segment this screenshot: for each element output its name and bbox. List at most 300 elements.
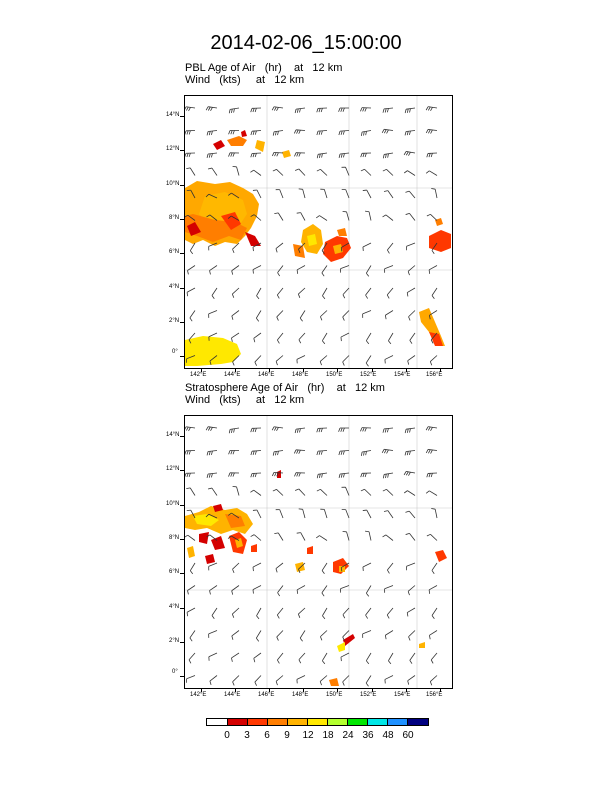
wind-barb-flag: [317, 489, 321, 491]
wind-barb: [297, 356, 305, 360]
lat-tick-mark: [180, 185, 184, 186]
wind-barb-flag: [322, 571, 324, 574]
wind-barb-flag: [212, 295, 214, 298]
colorbar-label: 6: [264, 730, 270, 741]
wind-barb-flag: [319, 131, 320, 135]
wind-barb: [254, 170, 261, 175]
wind-barb-flag: [273, 169, 277, 171]
lat-tick-mark: [180, 116, 184, 117]
wind-barb-flag: [319, 428, 320, 432]
wind-barb: [408, 586, 415, 592]
wind-barb: [366, 653, 371, 661]
wind-barb-flag: [253, 131, 254, 135]
wind-barb-flag: [229, 109, 230, 113]
wind-barb: [256, 631, 261, 639]
wind-barb: [277, 288, 283, 295]
wind-barb: [190, 243, 195, 251]
lon-tick-154e: 154°E: [394, 692, 411, 698]
wind-barb: [343, 676, 349, 682]
wind-barb: [254, 535, 261, 541]
wind-barb: [409, 631, 415, 637]
wind-barb: [346, 487, 349, 495]
wind-barb: [388, 333, 393, 341]
wind-barb: [324, 189, 327, 198]
field-at: at: [336, 382, 346, 394]
wind-barb-flag: [382, 449, 384, 453]
wind-barb-flag: [231, 131, 232, 135]
wind-barb-flag: [364, 452, 365, 456]
wind-barb-flag: [277, 615, 279, 618]
wind-barb-flag: [426, 449, 428, 453]
wind-barb: [301, 213, 305, 221]
wind-barb-flag: [409, 131, 410, 135]
wind-barb-flag: [255, 131, 256, 135]
wind-barb-flag: [365, 531, 369, 532]
wind-barb-flag: [385, 109, 386, 113]
wind-barb-flag: [187, 510, 191, 511]
wind-barb: [278, 586, 283, 593]
wind-barb-flag: [408, 271, 409, 275]
panel-1-field-title: [185, 62, 342, 74]
wind-barb-flag: [209, 131, 210, 135]
wind-barb-flag: [366, 341, 368, 344]
wind-barb: [430, 214, 437, 220]
wind-barb: [432, 563, 437, 570]
wind-barb-flag: [298, 294, 299, 298]
wind-barb: [187, 608, 195, 612]
wind-barb-flag: [387, 615, 389, 618]
wind-barb: [299, 653, 305, 660]
wind-barb: [363, 563, 371, 567]
age-of-air-shading: [185, 130, 451, 366]
lon-tick-mark: [372, 368, 373, 372]
wind-barb-flag: [431, 450, 433, 454]
wind-barb-flag: [361, 452, 362, 456]
wind-barb-flag: [208, 427, 210, 430]
lat-tick-14n: 14°N: [166, 432, 180, 438]
wind-barb-flag: [343, 428, 344, 432]
wind-barb-flag: [297, 473, 299, 477]
wind-barb-flag: [339, 474, 340, 478]
wind-barb-flag: [339, 154, 340, 158]
wind-barb: [367, 190, 371, 198]
wind-barb-flag: [300, 638, 302, 641]
wind-barb: [322, 266, 327, 273]
wind-barb-flag: [320, 681, 321, 685]
wind-barb: [432, 608, 437, 616]
lat-tick-mark: [180, 573, 184, 574]
wind-barb-flag: [275, 131, 276, 135]
wind-barb: [231, 653, 239, 658]
wind-barb-flag: [256, 296, 259, 299]
wind-barb-flag: [431, 660, 433, 663]
wind-barb-flag: [253, 451, 254, 455]
wind-barb: [190, 168, 195, 176]
wind-barb-flag: [406, 533, 410, 534]
wind-barb-flag: [343, 154, 344, 158]
wind-barb-flag: [409, 637, 411, 641]
wind-barb-flag: [298, 614, 299, 618]
wind-barb: [320, 631, 327, 637]
wind-label: Wind: [185, 74, 211, 86]
wind-barb-flag: [322, 474, 323, 478]
wind-barb-flag: [408, 361, 409, 365]
colorbar-swatch-9: [387, 718, 408, 726]
wind-barb-flag: [255, 451, 256, 455]
colorbar-label: 9: [284, 730, 290, 741]
wind-barb: [188, 535, 195, 540]
wind-barb-flag: [408, 591, 409, 595]
wind-barb-flag: [254, 658, 255, 662]
wind-barb-flag: [322, 661, 324, 664]
wind-barb-flag: [317, 154, 318, 158]
wind-barb-flag: [190, 318, 192, 321]
wind-barb-flag: [343, 295, 345, 299]
wind-barb: [256, 608, 261, 616]
wind-barb-flag: [431, 153, 432, 157]
wind-barb: [322, 608, 327, 616]
wind-barb: [388, 191, 393, 198]
wind-barb: [257, 510, 261, 518]
wind-barb: [209, 653, 217, 657]
page-title: 2014-02-06_15:00:00: [210, 32, 402, 54]
wind-barb-flag: [189, 660, 191, 664]
wind-barb-flag: [231, 338, 232, 342]
lat-tick-mark: [180, 608, 184, 609]
wind-barb: [301, 533, 305, 541]
wind-barb-flag: [231, 429, 232, 433]
colorbar-swatch-2: [247, 718, 268, 726]
wind-barb-flag: [384, 191, 388, 192]
wind-barb-flag: [274, 427, 276, 431]
wind-barb-flag: [294, 153, 296, 157]
wind-barb-flag: [387, 450, 389, 454]
lat-tick-mark: [180, 436, 184, 437]
lon-tick-mark: [337, 368, 338, 372]
wind-barb-flag: [407, 613, 408, 617]
wind-barb-flag: [383, 215, 386, 217]
wind-barb: [256, 288, 261, 296]
lat-tick-mark: [180, 150, 184, 151]
lon-tick-mark: [201, 368, 202, 372]
lon-tick-mark: [440, 368, 441, 372]
wind-barb-flag: [341, 108, 342, 112]
wind-barb-flag: [209, 154, 210, 158]
lon-tick-mark: [372, 688, 373, 692]
wind-at: at: [255, 74, 266, 86]
wind-barb-flag: [426, 107, 428, 110]
wind-barb-flag: [275, 153, 277, 157]
wind-barb: [232, 563, 239, 569]
lat-tick-8n: 8°N: [169, 535, 180, 541]
wind-barb-flag: [299, 473, 301, 477]
wind-barb-flag: [366, 615, 368, 618]
wind-barb: [410, 653, 415, 660]
wind-barb-flag: [426, 427, 428, 430]
wind-barb-flag: [187, 612, 188, 616]
wind-barb-flag: [361, 132, 362, 136]
wind-barb-flag: [277, 295, 279, 298]
wind-barb-flag: [275, 473, 277, 477]
wind-barb-flag: [385, 429, 386, 433]
colorbar-swatch-0: [206, 718, 228, 726]
wind-barb-flag: [341, 154, 342, 158]
wind-barb-flag: [278, 593, 280, 596]
wind-barb-flag: [426, 171, 429, 173]
wind-barb: [320, 311, 327, 317]
wind-barb: [278, 266, 283, 273]
wind-barb-flag: [297, 153, 299, 157]
wind-barb-flag: [300, 318, 302, 321]
wind-barb-flag: [299, 109, 300, 113]
wind-barb: [386, 215, 393, 221]
wind-barb-flag: [210, 681, 211, 685]
wind-barb-flag: [299, 130, 301, 134]
wind-barb: [435, 189, 437, 198]
wind-barb: [343, 631, 349, 637]
wind-barb: [300, 311, 305, 319]
wind-barb: [190, 488, 195, 496]
wind-barb-flag: [317, 474, 318, 478]
wind-barb-flag: [407, 429, 408, 433]
field-at: at: [294, 62, 304, 74]
wind-barb: [385, 676, 393, 680]
wind-barb-flag: [382, 129, 384, 133]
wind-barb: [409, 213, 415, 220]
wind-barb-flag: [275, 451, 276, 455]
wind-barb-flag: [251, 535, 255, 537]
wind-barb-flag: [410, 660, 412, 663]
wind-barb-flag: [339, 451, 340, 455]
lat-tick-6n: 6°N: [169, 249, 180, 255]
wind-barb-flag: [321, 108, 322, 112]
wind-barb-flag: [366, 661, 368, 664]
wind-barb: [386, 169, 393, 175]
colorbar-label: 3: [244, 730, 250, 741]
wind-barb-flag: [297, 450, 299, 454]
wind-barb-flag: [233, 131, 234, 135]
wind-barb-flag: [343, 451, 344, 455]
wind-barb-flag: [366, 363, 368, 366]
wind-barb-flag: [407, 451, 408, 455]
wind-barb-flag: [295, 429, 296, 433]
wind-barb: [385, 311, 393, 316]
lon-tick-152e: 152°E: [360, 692, 377, 698]
wind-barb-flag: [429, 473, 430, 477]
lat-tick-10n: 10°N: [166, 181, 180, 187]
wind-barb-flag: [211, 154, 212, 158]
wind-barb-flag: [233, 362, 235, 366]
wind-barb: [280, 190, 283, 198]
wind-barb-flag: [186, 427, 188, 431]
wind-barb-flag: [366, 683, 368, 686]
wind-barb-flag: [251, 428, 252, 432]
lat-tick-mark: [180, 219, 184, 220]
wind-barb-flag: [387, 428, 388, 432]
lat-tick-4n: 4°N: [169, 284, 180, 290]
wind-barb: [367, 510, 371, 518]
wind-barb: [386, 535, 393, 541]
wind-barb: [278, 213, 283, 221]
wind-barb-flag: [253, 153, 254, 157]
wind-barb-flag: [229, 131, 230, 135]
wind-barb-flag: [427, 214, 431, 216]
wind-barb: [299, 489, 305, 496]
wind-barb-flag: [341, 131, 342, 135]
wind-barb: [322, 288, 327, 296]
wind-barb-flag: [233, 153, 234, 157]
age-of-air-shading: [185, 470, 447, 686]
wind-barb: [366, 288, 371, 295]
wind-barb: [343, 311, 349, 317]
wind-barb-flag: [428, 130, 430, 134]
wind-barb: [276, 356, 283, 362]
colorbar-label: 48: [382, 730, 394, 741]
wind-barb-flag: [360, 108, 362, 112]
wind-barb-flag: [429, 153, 430, 157]
wind-barb-flag: [208, 107, 210, 110]
lon-tick-148e: 148°E: [292, 372, 309, 378]
wind-barb-flag: [383, 109, 384, 113]
wind-barb-flag: [190, 571, 192, 574]
wind-barb-flag: [430, 682, 431, 686]
wind-barb: [212, 608, 217, 615]
wind-barb-flag: [428, 107, 430, 110]
wind-barb: [363, 243, 371, 247]
wind-barb: [385, 631, 393, 636]
wind-barb-flag: [430, 362, 431, 366]
wind-barb-flag: [185, 153, 186, 157]
wind-barb: [409, 533, 415, 540]
wind-barb: [254, 333, 261, 338]
wind-barb-flag: [426, 491, 429, 493]
wind-barb-flag: [317, 131, 318, 135]
panel-2-wind-title: [185, 394, 304, 406]
panel-2-field-title: [185, 382, 385, 394]
wind-barb: [410, 333, 415, 340]
field-label: PBL Age of Air: [185, 62, 256, 74]
wind-barb-flag: [232, 294, 233, 298]
lon-tick-142e: 142°E: [190, 692, 207, 698]
wind-barb: [387, 243, 393, 250]
wind-barb: [429, 491, 437, 496]
wind-barb: [369, 532, 371, 541]
colorbar-label: 24: [342, 730, 354, 741]
lon-tick-mark: [235, 688, 236, 692]
wind-barb-flag: [272, 152, 274, 156]
lon-tick-152e: 152°E: [360, 372, 377, 378]
wind-barb-flag: [383, 535, 386, 537]
wind-barb: [341, 266, 349, 269]
wind-barb-flag: [299, 340, 301, 344]
wind-barb: [187, 676, 195, 679]
wind-barb: [346, 190, 349, 198]
wind-barb-flag: [366, 593, 368, 596]
wind-barb: [365, 169, 371, 175]
wind-barb: [278, 533, 283, 541]
wind-barb-flag: [251, 108, 252, 112]
wind-barb-flag: [429, 590, 430, 594]
wind-barb-flag: [277, 317, 279, 321]
wind-barb: [322, 333, 327, 341]
wind-barb-flag: [189, 451, 190, 455]
wind-barb-flag: [427, 534, 431, 536]
wind-barb-flag: [299, 660, 301, 664]
wind-unit: (kts): [219, 74, 241, 86]
colorbar-label: 18: [322, 730, 334, 741]
wind-barb-flag: [232, 636, 233, 640]
lon-tick-154e: 154°E: [394, 372, 411, 378]
wind-level: 12 km: [274, 74, 305, 86]
wind-barb: [254, 490, 261, 495]
wind-barb-flag: [385, 635, 386, 639]
wind-barb: [366, 333, 371, 341]
wind-barb-flag: [251, 153, 252, 157]
lon-tick-mark: [303, 368, 304, 372]
wind-barb-flag: [387, 108, 388, 112]
wind-barb-flag: [232, 569, 234, 573]
wind-barb-flag: [277, 660, 279, 663]
wind-barb-flag: [366, 131, 367, 135]
wind-barb: [299, 169, 305, 176]
wind-barb: [298, 608, 305, 614]
lon-tick-156e: 156°E: [426, 372, 443, 378]
wind-barb-flag: [361, 473, 362, 477]
wind-barb-flag: [432, 296, 434, 299]
wind-barb-flag: [365, 108, 367, 112]
wind-barb-flag: [208, 488, 212, 489]
wind-barb-flag: [317, 451, 318, 455]
wind-barb-flag: [366, 451, 367, 455]
lon-tick-156e: 156°E: [426, 692, 443, 698]
wind-barb-flag: [297, 213, 301, 214]
wind-barb-flag: [299, 450, 301, 454]
wind-barb: [430, 676, 437, 682]
lon-tick-mark: [269, 368, 270, 372]
wind-unit: (kts): [219, 394, 241, 406]
wind-barb-flag: [427, 153, 428, 157]
lat-tick-mark: [180, 642, 184, 643]
wind-barb-flag: [187, 131, 188, 135]
wind-barb-flag: [404, 491, 407, 493]
wind-barb-flag: [363, 108, 365, 112]
wind-barb: [346, 510, 349, 518]
wind-barb: [232, 311, 239, 316]
wind-barb: [212, 288, 217, 295]
wind-barb-flag: [388, 341, 390, 344]
wind-barb-flag: [322, 273, 324, 276]
lat-tick-mark: [180, 470, 184, 471]
lon-tick-150e: 150°E: [326, 692, 343, 698]
wind-barb-flag: [190, 251, 192, 254]
wind-barb-flag: [272, 107, 274, 111]
wind-barb-flag: [316, 536, 319, 538]
wind-barb: [341, 586, 349, 589]
wind-barb: [233, 676, 239, 682]
wind-barb: [408, 266, 415, 272]
wind-barb: [409, 191, 415, 198]
wind-barb: [407, 608, 415, 613]
wind-barb: [407, 288, 415, 293]
wind-barb-flag: [408, 152, 410, 155]
wind-barb-flag: [210, 107, 212, 110]
wind-barb-flag: [431, 189, 435, 190]
wind-barb: [237, 167, 239, 176]
lon-tick-148e: 148°E: [292, 692, 309, 698]
lat-tick-0: 0°: [172, 349, 178, 355]
wind-barb-flag: [255, 473, 256, 477]
wind-barb-flag: [255, 428, 256, 432]
